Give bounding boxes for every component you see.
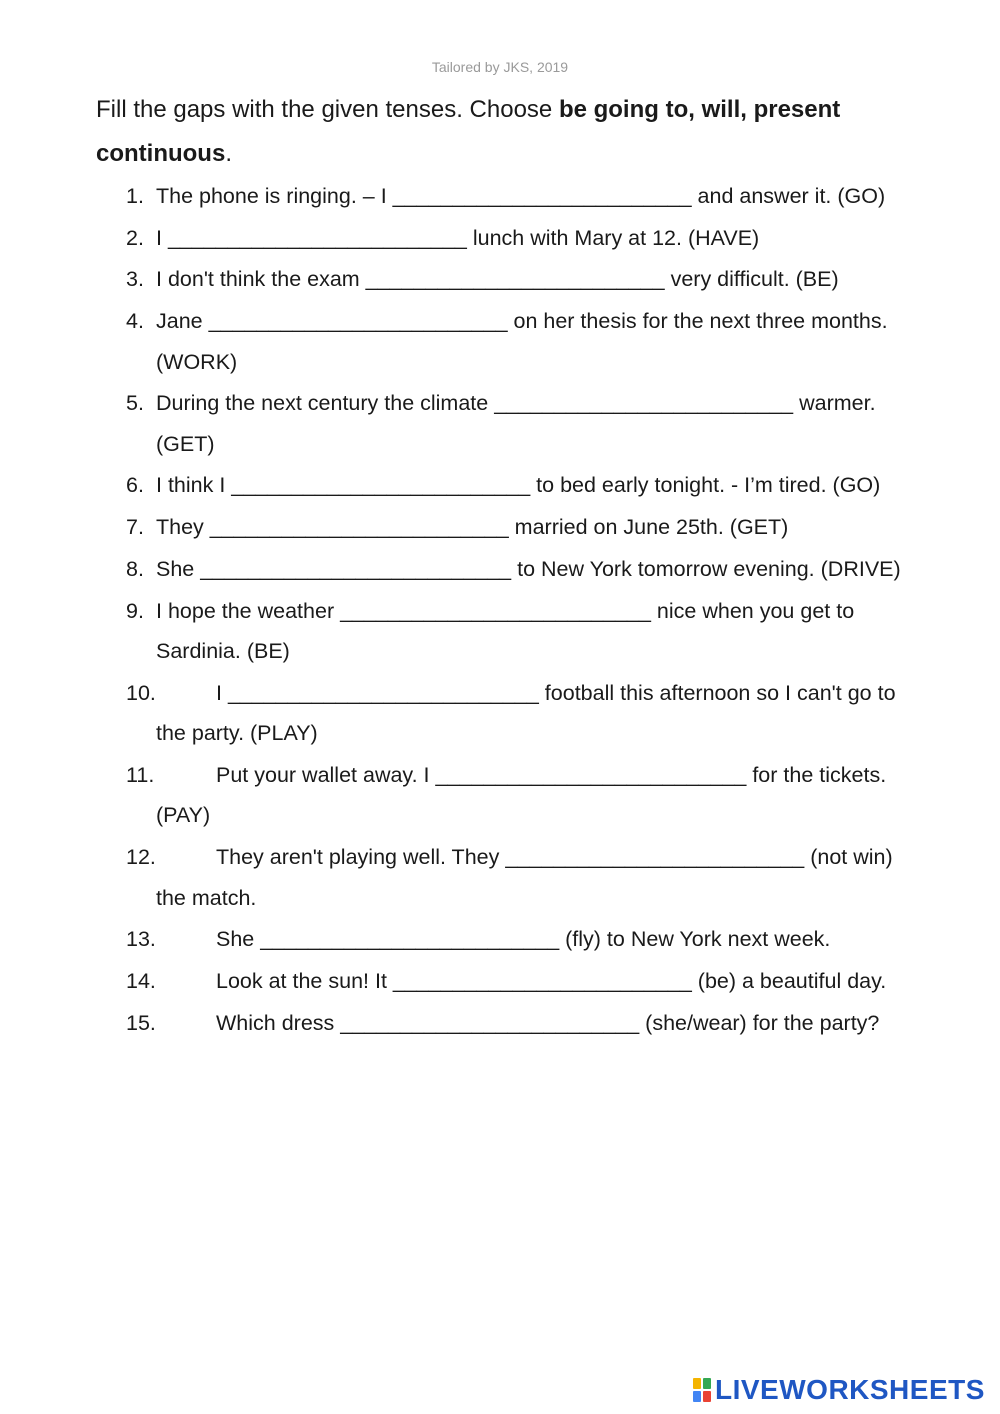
exercise-item [0,383,1000,464]
exercise-item [0,465,1000,506]
item-text: During the next century the climate _________________________ warmer. (GET) [156,391,876,456]
logo-tile [693,1391,701,1402]
item-text: I think I _________________________ to bed early tonight. - I’m tired. (GO) [156,473,881,498]
instructions [96,88,916,176]
logo-tile [703,1391,711,1402]
item-number: 5. [126,391,144,416]
item-text [156,837,916,918]
item-number: 7. [126,515,144,540]
exercise-item [0,755,1000,836]
exercise-item [0,549,1000,590]
logo-text: LIVEWORKSHEETS [715,1374,985,1405]
item-text-content: Which dress _________________________ (she/wear) for the party? [216,1010,880,1035]
item-number: 8. [126,556,144,581]
exercise-item [0,919,1000,960]
liveworksheets-logo [693,1374,985,1406]
item-text: The phone is ringing. – I _________________________ and answer it. (GO) [156,184,886,208]
item-text-content: I __________________________ football this afternoon so I can't go to the party. (PLAY) [156,680,896,746]
item-text-content: She _________________________ (fly) to New York next week. [216,927,831,952]
liveworksheets-logo-icon [693,1378,711,1402]
exercise-item [0,1003,1000,1044]
page-header-credit: Tailored by JKS, 2019 [431,59,569,75]
item-number: 10. [126,680,156,705]
item-number: 9. [126,598,144,623]
exercise-item [0,591,1000,672]
exercise-item [0,961,1000,1002]
exercise-item [0,673,1000,754]
item-number: 4. [126,309,144,334]
item-number: 3. [126,267,144,292]
item-number: 15. [126,1010,156,1035]
item-text [156,755,916,836]
item-number: 11. [126,762,155,787]
item-number: 14. [126,968,156,993]
item-text-content: Look at the sun! It _________________________ (be) a beautiful day. [216,968,887,993]
item-text: They _________________________ married on June 25th. (GET) [156,515,789,540]
item-text: I don't think the exam _________________________ very difficult. (BE) [156,267,839,292]
exercise-item [0,259,1000,300]
exercise-item [0,218,1000,259]
item-number: 2. [126,225,144,250]
item-text: Jane _________________________ on her thesis for the next three months. (WORK) [156,309,888,374]
item-text [156,673,916,754]
item-text [156,1003,916,1044]
item-text: I _________________________ lunch with Mary at 12. (HAVE) [156,225,760,250]
item-text [156,961,916,1002]
instructions-suffix: . [225,140,232,167]
exercise-item [0,837,1000,918]
item-number: 13. [126,927,156,952]
item-text-content: They aren't playing well. They _________________________ (not win) the match. [156,845,893,910]
item-text: I hope the weather __________________________ nice when you get to Sardinia. (BE) [156,598,855,663]
logo-tile [703,1378,711,1389]
item-number: 1. [126,184,144,208]
item-text-content: Put your wallet away. I __________________________ for the tickets. (PAY) [156,762,887,828]
instructions-prefix: Fill the gaps with the given tenses. Choose [96,96,559,123]
exercise-item [0,301,1000,382]
item-number: 12. [126,845,156,870]
instructions-tenses: be going to, will, present continuous [96,96,841,167]
exercise-item [0,176,1000,217]
exercise-item [0,507,1000,548]
item-text [156,919,916,960]
exercise-list [0,176,1000,1044]
item-number: 6. [126,473,144,498]
logo-tile [693,1378,701,1389]
item-text: She __________________________ to New York tomorrow evening. (DRIVE) [156,556,901,581]
